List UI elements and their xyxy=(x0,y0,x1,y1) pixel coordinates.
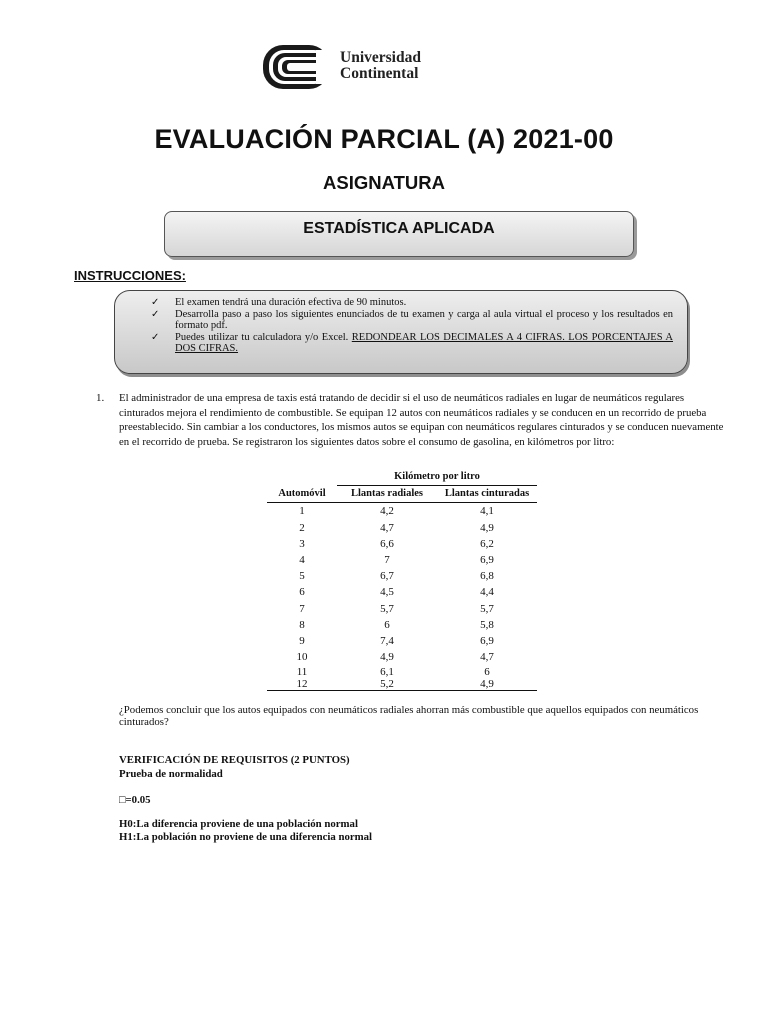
check-icon: ✓ xyxy=(151,308,160,320)
table-row xyxy=(267,520,537,536)
instructions-list xyxy=(151,297,673,355)
car-cell: 7 xyxy=(299,602,305,615)
column-header-car: Automóvil xyxy=(267,486,337,503)
radial-cell: 4,9 xyxy=(380,651,394,664)
radial-cell: 4,7 xyxy=(380,521,394,534)
check-icon: ✓ xyxy=(151,331,160,343)
logo-line-1: Universidad xyxy=(340,49,421,66)
radial-cell: 5,2 xyxy=(337,678,437,691)
car-cell: 12 xyxy=(267,678,337,691)
table-row xyxy=(267,568,537,584)
radial-cell: 6,6 xyxy=(380,537,394,550)
car-cell: 9 xyxy=(299,634,305,647)
belted-cell: 4,9 xyxy=(437,678,537,691)
column-header-belted: Llantas cinturadas xyxy=(437,486,537,503)
car-cell: 2 xyxy=(299,521,305,534)
fuel-consumption-table xyxy=(267,469,537,691)
research-question: ¿Podemos concluir que los autos equipados con neumáticos radiales ahorran más combustible que aquellos equipados con neumáticos cinturados? xyxy=(119,704,699,728)
belted-cell: 5,8 xyxy=(480,618,494,631)
logo-line-2: Continental xyxy=(340,65,419,82)
radial-cell: 7 xyxy=(384,554,390,567)
instruction-text: El examen tendrá una duración efectiva de 90 minutos. xyxy=(175,297,407,308)
instruction-item xyxy=(151,309,673,332)
table-group-header: Kilómetro por litro xyxy=(337,469,537,486)
car-cell: 10 xyxy=(296,651,308,664)
belted-cell: 4,7 xyxy=(480,651,494,664)
alpha-value: =0.05 xyxy=(125,794,151,806)
belted-cell: 4,4 xyxy=(480,586,494,599)
logo-wordmark xyxy=(340,50,421,82)
instructions-box xyxy=(114,290,688,374)
radial-cell: 6 xyxy=(384,618,390,631)
instruction-text: Puedes utilizar tu calculadora y/o Excel. xyxy=(175,331,352,343)
car-cell: 5 xyxy=(299,570,305,583)
car-cell: 3 xyxy=(299,537,305,550)
instruction-text: Desarrolla paso a paso los siguientes enunciados de tu examen y carga al aula virtual el proceso y los resultados en formato pdf. xyxy=(175,308,673,331)
table-row xyxy=(267,536,537,552)
belted-cell: 5,7 xyxy=(480,602,494,615)
significance-level xyxy=(119,794,151,806)
continental-logo-icon xyxy=(262,44,330,90)
null-hypothesis: H0:La diferencia proviene de una población normal xyxy=(119,818,358,830)
column-header-radial: Llantas radiales xyxy=(337,486,437,503)
car-cell: 1 xyxy=(299,505,305,518)
question-number: 1. xyxy=(96,392,105,404)
rounding-rule-text: REDONDEAR LOS DECIMALES A 4 CIFRAS. LOS PORCENTAJES A DOS CIFRAS. xyxy=(175,331,673,354)
belted-cell: 6,9 xyxy=(480,634,494,647)
car-cell: 11 xyxy=(296,665,308,678)
table-row xyxy=(267,633,537,649)
instruction-item xyxy=(151,297,673,309)
table-row xyxy=(267,552,537,568)
instruction-item xyxy=(151,332,673,355)
course-name: ESTADÍSTICA APLICADA xyxy=(303,220,495,237)
radial-cell: 4,2 xyxy=(380,505,394,518)
car-cell: 8 xyxy=(299,618,305,631)
alpha-symbol-icon: □ xyxy=(119,794,126,806)
belted-cell: 6,9 xyxy=(480,554,494,567)
car-cell: 6 xyxy=(299,586,305,599)
course-name-box xyxy=(164,211,634,257)
table-row xyxy=(267,678,537,691)
belted-cell: 4,1 xyxy=(480,505,494,518)
verification-heading: VERIFICACIÓN DE REQUISITOS (2 PUNTOS) xyxy=(119,754,350,766)
belted-cell: 6,8 xyxy=(480,570,494,583)
subject-heading: ASIGNATURA xyxy=(323,172,445,193)
table-row xyxy=(267,649,537,665)
table-row xyxy=(267,601,537,617)
table-row xyxy=(267,584,537,600)
instructions-heading: INSTRUCCIONES: xyxy=(74,268,186,283)
exam-title: EVALUACIÓN PARCIAL (A) 2021-00 xyxy=(154,124,614,154)
alternative-hypothesis: H1:La población no proviene de una diferencia normal xyxy=(119,831,373,843)
university-logo xyxy=(262,44,442,90)
table-header-spacer xyxy=(267,469,337,486)
car-cell: 4 xyxy=(299,554,305,567)
normality-test-heading: Prueba de normalidad xyxy=(119,768,223,780)
radial-cell: 5,7 xyxy=(380,602,394,615)
table-row xyxy=(267,617,537,633)
radial-cell: 7,4 xyxy=(380,634,394,647)
belted-cell: 4,9 xyxy=(480,521,494,534)
belted-cell: 6,2 xyxy=(480,537,494,550)
radial-cell: 4,5 xyxy=(380,586,394,599)
check-icon: ✓ xyxy=(151,297,160,308)
radial-cell: 6,7 xyxy=(380,570,394,583)
belted-cell: 6 xyxy=(484,665,490,678)
table-row xyxy=(267,503,537,520)
radial-cell: 6,1 xyxy=(380,665,394,678)
table-row xyxy=(267,665,537,678)
question-statement: El administrador de una empresa de taxis está tratando de decidir si el uso de neumáticos radiales en lugar de neumáticos regulares cinturados mejora el rendimiento de combustible. Se equipan 12 autos con neumáticos radiales y se conducen en un recorrido de prueba preestablecido. Sin cambiar a los conductores, los mismos autos se equipan con neumáticos regulares cinturados y se conducen nuevamente en el recorrido de prueba. Se registraron los siguientes datos sobre el consumo de gasolina, en kilómetros por litro: xyxy=(119,392,724,448)
